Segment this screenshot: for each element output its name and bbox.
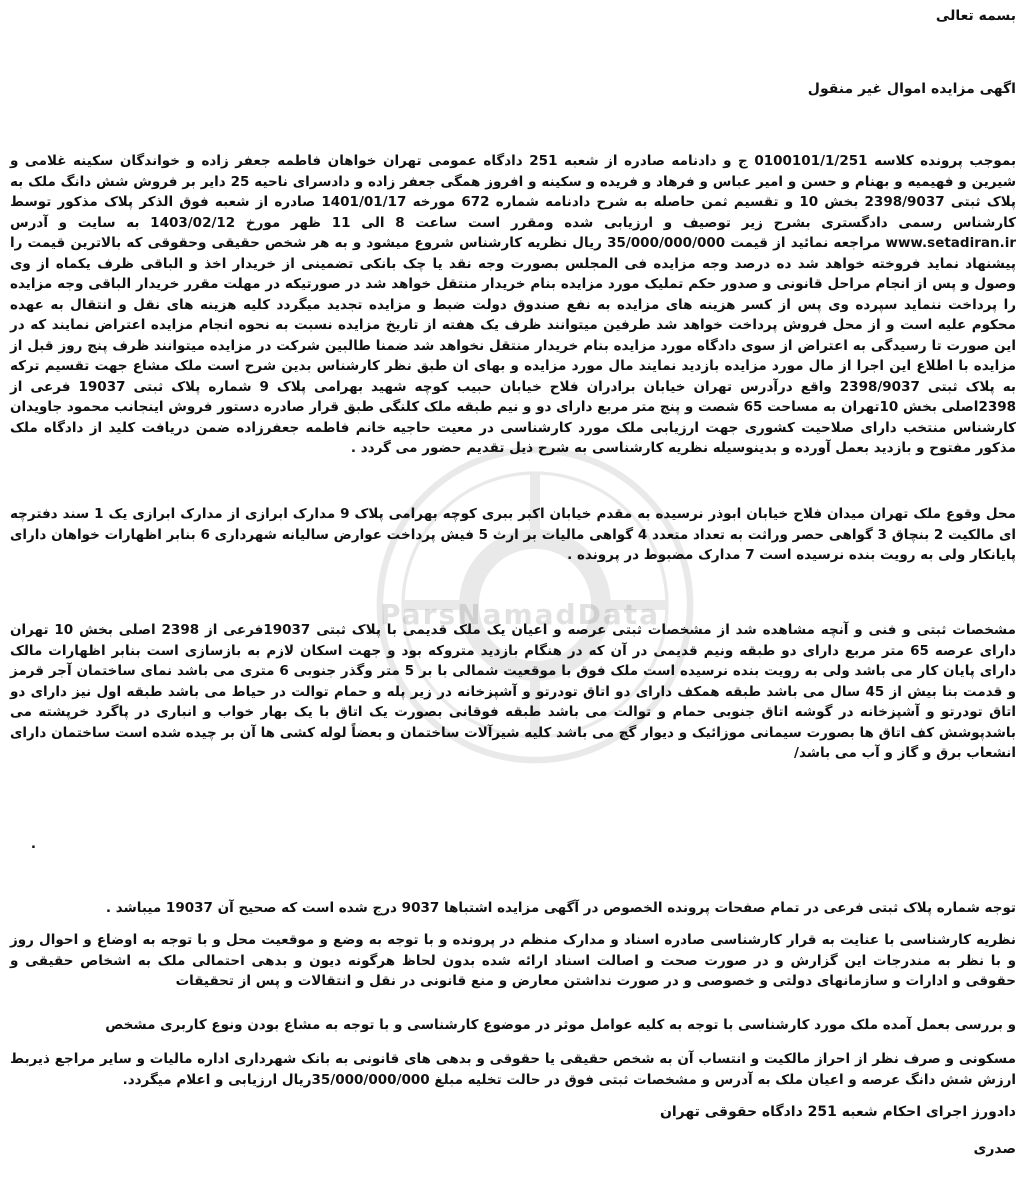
notice-title: اگهی مزایده اموال غیر منقول (807, 81, 1016, 97)
bismillah-heading: بسمه تعالی (935, 8, 1016, 24)
paragraph-assessment: و بررسی بعمل آمده ملک مورد کارشناسی با توجه به کلیه عوامل موثر در موضوع کارشناسی و با توجه به مشاع بودن ونوع کاربری مشخص (105, 1017, 1016, 1033)
paragraph-property-location: محل وقوع ملک تهران میدان فلاح خیابان ابوذر نرسیده به مقدم خیابان اکبر ببری کوچه بهرامی پلاک 9 مدارک ابرازی از مدارک ابرازی یک 1 سند دفترچه ای مالکیت 2 بنچاق 3 گواهی حصر وراثت به تعداد متعدد 4 گواهی مالیات بر ارث 5 فیش پرداخت عوارض سالیانه شهرداری 6 بنابر اظهارات خواهان دارای پایانکار ولی به رویت بنده نرسیده است 7 مدارک مضبوط در پرونده . (10, 506, 1017, 563)
paragraph-valuation: مسکونی و صرف نظر از احراز مالکیت و انتساب آن به شخص حقیقی یا حقوقی و بدهی های قانونی به بانک شهرداری اداره مالیات و سایر مراجع ذیربط ارزش شش دانگ عرصه و اعیان ملک به آدرس و مشخصات ثبتی فوق در حالت تخلیه مبلغ 35/000/000/000ریال ارزیابی و اعلام میگردد. (10, 1051, 1016, 1088)
stray-dot: . (30, 836, 36, 852)
watermark-text: ParsNamadData (380, 598, 660, 631)
paragraph-expert-opinion: نظریه کارشناسی با عنایت به قرار کارشناسی صادره اسناد و مدارک منظم در پرونده و با توجه به وضع و موقعیت محل و با توجه به اوضاع و احوال روز و با نظر به مندرجات این گزارش و در صورت صحت و اصالت اسناد ارائه شده بدون لحاظ هرگونه دیون و بدهی احتمالی ملک به اشخاص حقیقی و حقوقی و ادارات و سازمانهای دولتی و خصوصی و در صورت نداشتن معارض و منع قانونی در نقل و انتقالات و پس از تحقیقات (10, 932, 1016, 989)
paragraph-plate-correction: توجه شماره پلاک ثبتی فرعی در تمام صفحات پرونده الخصوص در آگهی مزایده اشتباها 9037 درج شده است که صحیح آن 19037 میباشد . (105, 900, 1016, 916)
signer-name: صدری (973, 1141, 1016, 1157)
signature-line: دادورز اجرای احکام شعبه 251 دادگاه حقوقی تهران (659, 1104, 1016, 1120)
paragraph-technical-specs: مشخصات ثبتی و فنی و آنچه مشاهده شد از مشخصات ثبتی عرصه و اعیان یک ملک قدیمی با پلاک ثبتی 19037فرعی از 2398 اصلی بخش 10 تهران دارای عرصه 65 متر مربع دارای دو طبقه ونیم قدیمی در آن که در هنگام بازدید متروکه بود و جهت اسکان لازم به بازسازی است بنابر اظهارات مالک دارای پایان کار می باشد ولی به رویت بنده نرسیده است ملک فوق با موقعیت شمالی با بر 5 متر وگذر جنوبی 6 متری می باشد نمای ساختمان آجر قرمز و قدمت بنا بیش از 45 سال می باشد طبقه همکف دارای دو اتاق تودرتو و آشپزخانه در زیر پله و حمام توالت در حیاط می باشد طبقه اول نیز دارای دو اتاق تودرتو و آشپزخانه در گوشه اتاق جنوبی حمام و توالت می باشد طبقه فوقانی بصورت یک اتاق با یک بهار خواب و انباری در پاگرد خرپشته می باشدپوشش کف اتاق ها بصورت سیمانی موزائیک و دیوار گچ می باشد کلیه شیرآلات ساختمان و بعضاً لوله کشی ها آن بر چیده شده است ساختمان دارای انشعاب برق و گاز و آب می باشد/ (10, 622, 1017, 761)
paragraph-case-details: بموجب پرونده کلاسه 0100101/1/251 ج و دادنامه صادره از شعبه 251 دادگاه عمومی تهران خواهان فاطمه جعفر زاده و خواندگان سکینه غلامی و شیرین و فهیمیه و بهنام و حسن و امیر عباس و فرهاد و فریده و سکینه و افروز همگی جعفر زاده و دادسرای ناحیه 25 دایر بر فروش شش دانگ ملک به پلاک ثبتی 2398/9037 بخش 10 و تقسیم ثمن حاصله به شرح دادنامه شماره 672 مورخه 1401/01/17 صادره از شعبه فوق الذکر پلاک مذکور توسط کارشناس رسمی دادگستری بشرح زیر توصیف و ارزیابی شده ومقرر است ساعت 8 الی 11 ظهر مورخ 1403/02/12 به سایت و آدرس www.setadiran.ir مراجعه نمائید از قیمت 35/000/000/000 ریال نظریه کارشناس شروع میشود و به هر شخص حقیقی وحقوقی که بالاترین قیمت را پیشنهاد نماید فروخته خواهد شد ده درصد وجه مزایده فی المجلس بصورت وجه نقد یا چک بانکی تضمینی از خریدار اخذ و الباقی ظرف یکماه از وی وصول و پس از انجام مراحل قانونی و صدور حکم تملیک مورد مزایده بنام خریدار منتقل خواهد شد در صورتیکه در مهلت مقرر خریدار الباقی وجه مزایده را پرداخت ننماید سپرده وی پس از کسر هزینه های مزایده به نفع صندوق دولت ضبط و مزایده تجدید میگردد کلیه هزینه های نقل و انتقال به عهده محکوم علیه است و از محل فروش پرداخت خواهد شد طرفین میتوانند ظرف یک هفته از تاریخ مزایده نسبت به نحوه انجام مزایده اعتراض نمایند که در این صورت تا رسیدگی به اعتراض از سوی دادگاه مورد مزایده بنام خریدار منتقل نخواهد شد ضمنا طالبین شرکت در مزایده میتوانند ظرف پنج روز قبل از مزایده با اطلاع این اجرا از مال مورد مزایده بازدید نمایند مال مورد مزایده و بهای ان طبق نظر کارشناس بدین شرح است ملک مشاع جهت تقسیم ترکه به پلاک ثبتی 2398/9037 واقع درآدرس تهران خیابان برادران فلاح خیابان حبیب کوچه شهید بهرامی پلاک 9 شماره پلاک ثبتی 19037 فرعی از 2398اصلی بخش 10تهران به مساحت 65 شصت و پنج متر مربع دارای دو و نیم طبقه ملک کلنگی طبق قرار صادره دستور فروش اینجانب محمود جاویدان کارشناس منتخب دارای صلاحیت کشوری جهت ارزیابی ملک مورد کارشناسی در معیت حاجیه خانم فاطمه جعفرزاده ضمن دریافت کلید از دادگاه ملک مذکور مفتوح و بازدید بعمل آورده و بدینوسیله نظریه کارشناسی به شرح ذیل تقدیم حضور می گردد . (10, 153, 1017, 456)
